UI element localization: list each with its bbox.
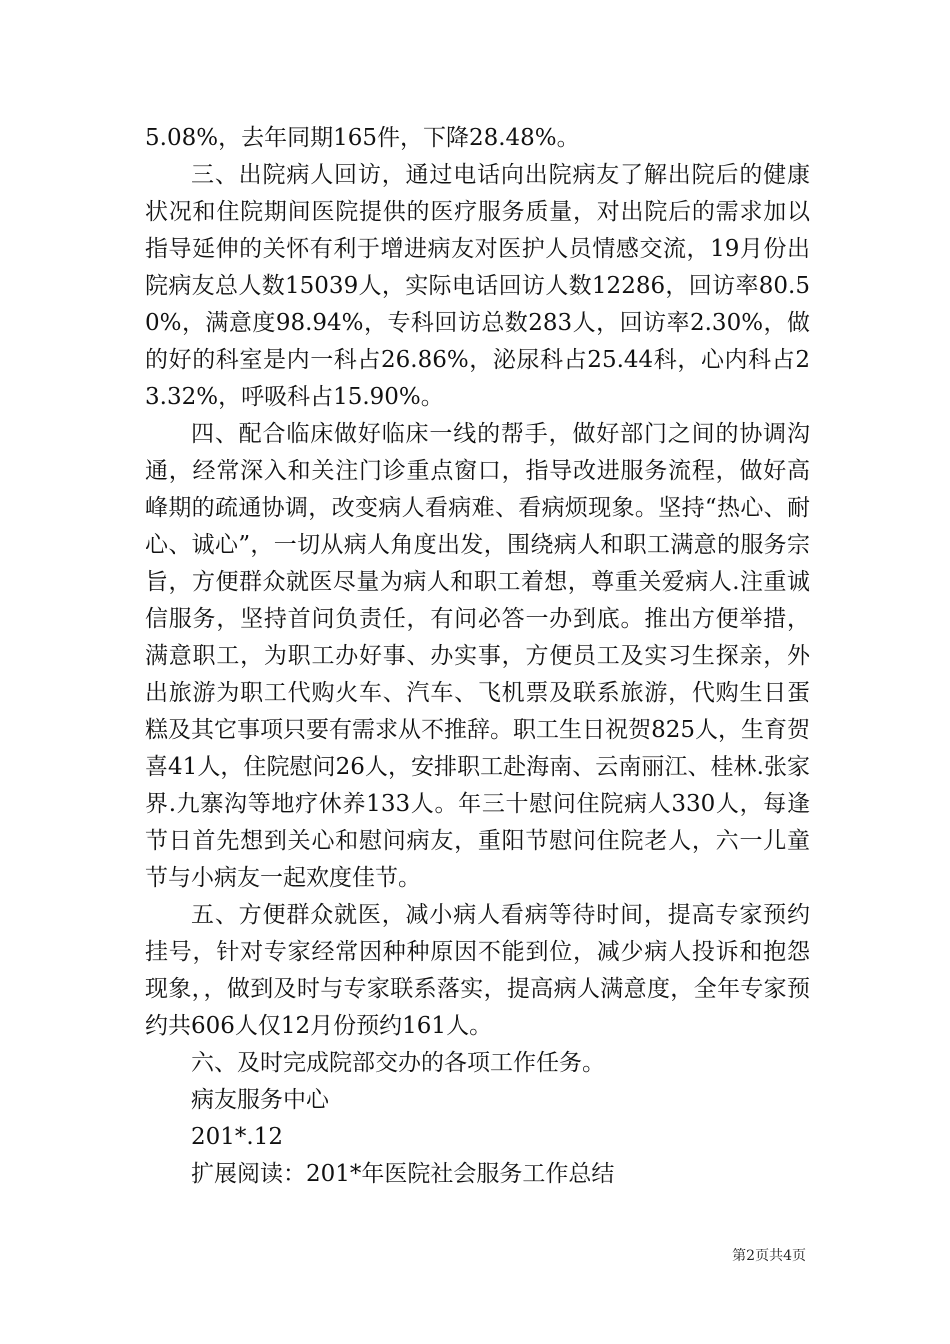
paragraph-continuation: 5.08%，去年同期165件，下降28.48%。: [145, 125, 580, 151]
paragraph-section-three: 三、出院病人回访，通过电话向出院病友了解出院后的健康状况和住院期间医院提供的医疗服务质量，对出院后的需求加以指导延伸的关怀有利于增进病友对医护人员情感交流，19月份出院病友总人数15039人，实际电话回访人数12286，回访率80.50%，满意度98.94%，专科回访总数283人，回访率2.30%，做的好的科室是内一科占26.86%，泌尿科占25.44科，心内科占23.32%，呼吸科占15.90%。: [145, 162, 810, 410]
page-number: 第2页共4页: [732, 1248, 806, 1264]
paragraph-section-four: 四、配合临床做好临床一线的帮手，做好部门之间的协调沟通，经常深入和关注门诊重点窗口，指导改进服务流程，做好高峰期的疏通协调，改变病人看病难、看病烦现象。坚持“热心、耐心、诚心”，一切从病人角度出发，围绕病人和职工满意的服务宗旨，方便群众就医尽量为病人和职工着想，尊重关爱病人.注重诚信服务，坚持首问负责任，有问必答一办到底。推出方便举措，满意职工，为职工办好事、办实事，方便员工及实习生探亲，外出旅游为职工代购火车、汽车、飞机票及联系旅游，代购生日蛋糕及其它事项只要有需求从不推辞。职工生日祝贺825人，生育贺喜41人，住院慰问26人，安排职工赴海南、云南丽江、桂林.张家界.九寨沟等地疗休养133人。年三十慰问住院病人330人，每逢节日首先想到关心和慰问病友，重阳节慰问住院老人，六一儿童节与小病友一起欢度佳节。: [145, 421, 810, 891]
signature-date: 201*.12: [191, 1124, 283, 1150]
document-body: [145, 120, 810, 1193]
paragraph-section-six: 六、及时完成院部交办的各项工作任务。: [191, 1050, 605, 1076]
paragraph-section-five: 五、方便群众就医，减小病人看病等待时间，提高专家预约挂号，针对专家经常因种种原因不能到位，减少病人投诉和抱怨现象，，做到及时与专家联系落实，提高病人满意度，全年专家预约共606人仅12月份预约161人。: [145, 902, 810, 1039]
extended-reading-title: 扩展阅读：201*年医院社会服务工作总结: [191, 1161, 615, 1187]
signature-department: 病友服务中心: [191, 1087, 329, 1113]
